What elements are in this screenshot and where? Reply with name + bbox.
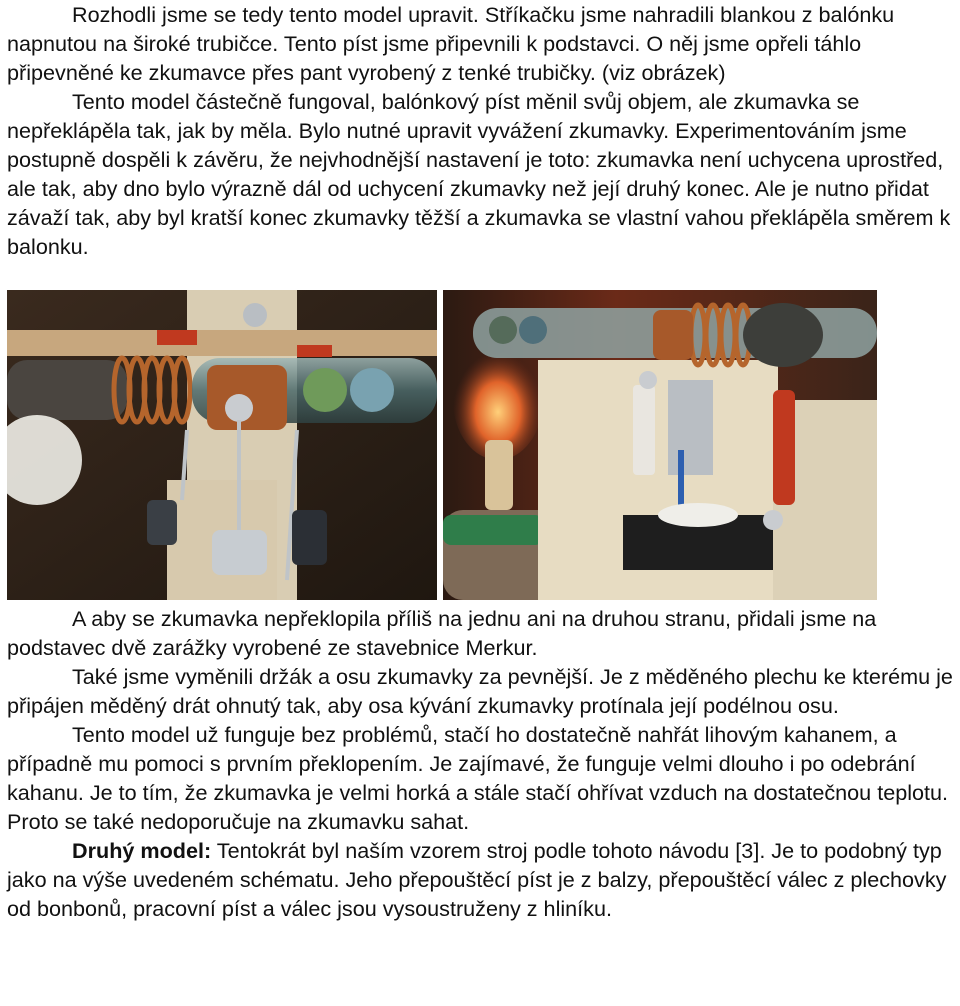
paragraph-3: A aby se zkumavka nepřeklopila příliš na jednu ani na druhou stranu, přidali jsme na podstavec dvě zarážky vyrobené ze stavebnice Merkur. (7, 606, 877, 660)
paragraph-2: Tento model částečně fungoval, balónkový píst měnil svůj objem, ale zkumavka se nepřeklápěla tak, jak by měla. Bylo nutné upravit vyvážení zkumavky. Experimentováním jsme postupně dospěli k závěru, že nejvhodnější nastavení je toto: zkumavka není uchycena uprostřed, ale tak, aby dno bylo výrazně dál od uchycení zkumavky než její druhý konec. Ale je nutno přidat závaží tak, aby byl kratší konec zkumavky těžší a zkumavka se vlastní vahou překlápěla směrem k balonku. (7, 89, 951, 259)
paragraph-1: Rozhodli jsme se tedy tento model upravit. Stříkačku jsme nahradili blankou z balónku napnutou na široké trubičce. Tento píst jsme připevnili k podstavci. O něj jsme opřeli táhlo připevněné ke zkumavce přes pant vyrobený z tenké trubičky. (viz obrázek) (7, 2, 895, 85)
paragraph-4: Také jsme vyměnili držák a osu zkumavky za pevnější. Je z měděného plechu ke kterému je připájen měděný drát ohnutý tak, aby osa kývání zkumavky protínala její podélnou osu. (7, 664, 953, 718)
second-model-label: Druhý model: (72, 838, 212, 863)
paragraph-6 (7, 836, 959, 923)
bottom-text (7, 604, 959, 923)
photo-left-model (7, 290, 437, 600)
second-model-text: Tentokrát byl naším vzorem stroj podle tohoto návodu [3]. Je to podobný typ jako na výše uvedeném schématu. Jeho přepouštěcí píst je z balzy, přepouštěcí válec z plechovky od bonbonů, pracovní píst a válec jsou vysoustruženy z hliníku. (7, 838, 947, 921)
photo-right-model (443, 290, 877, 600)
paragraph-5: Tento model už funguje bez problémů, stačí ho dostatečně nahřát lihovým kahanem, a případně mu pomoci s prvním překlopením. Je zajímavé, že funguje velmi dlouho i po odebrání kahanu. Je to tím, že zkumavka je velmi horká a stále stačí ohřívat vzduch na dostatečnou teplotu. Proto se také nedoporučuje na zkumavku sahat. (7, 722, 949, 834)
top-text (7, 0, 959, 261)
